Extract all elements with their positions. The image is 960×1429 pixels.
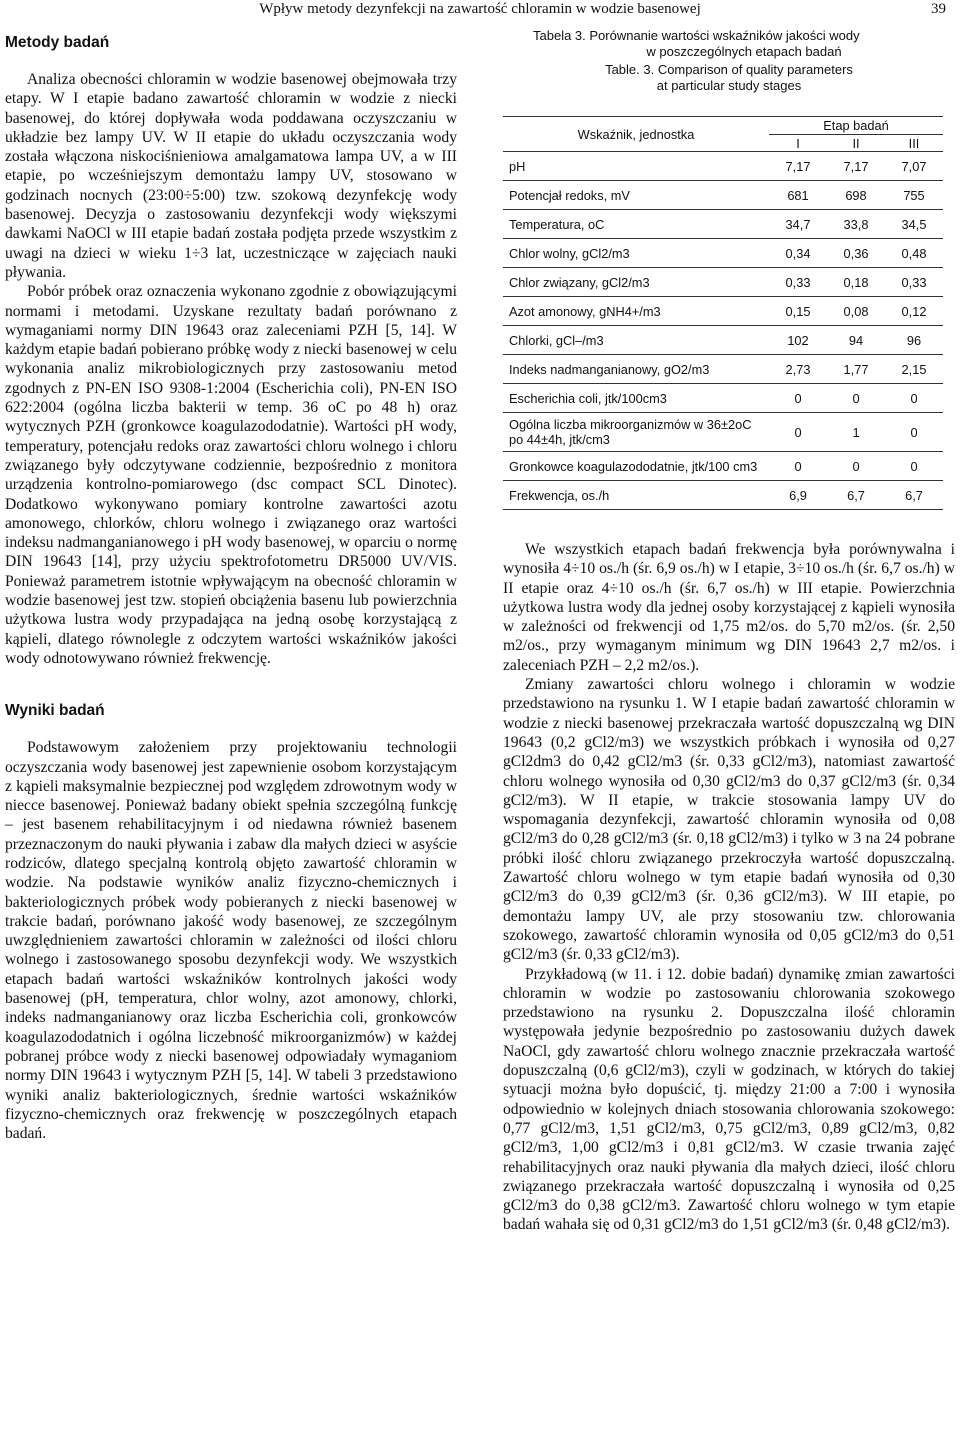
table-row — [503, 413, 943, 452]
cell-value: 0 — [827, 452, 885, 481]
paragraph: Zmiany zawartości chloru wolnego i chloramin w wodzie przedstawiono na rysunku 1. W I etapie badań zawartość chloramin w wodzie z niecki basenowej przekraczała wartość dopuszczalną wg DIN 19643 (0,2 gCl2/m3) we wszystkich próbkach i wynosiła od 0,27 gCl2dm3 do 0,42 gCl2/m3 (śr. 0,33 gCl2/m3), natomiast zawartość chloru wolnego wynosiła od 0,30 gCl2/m3 do 0,37 gCl2/m3 (śr. 0,34 gCl2/m3). W II etapie, w trakcie stosowania lampy UV do wspomagania dezynfekcji, zawartość chloramin wynosiła od 0,08 gCl2/m3 do 0,28 gCl2/m3 (śr. 0,18 gCl2/m3) i tylko w 3 na 24 pobrane próbki ilość chloru związanego przekroczyła wartość dopuszczalną. Zawartość chloru wolnego w tym etapie badań wynosiła od 0,30 gCl2/m3 do 0,39 gCl2/m3 (śr. 0,36 gCl2/m3). W III etapie, po demontażu lampy UV, ale przy stosowaniu tzw. chlorowania szokowego, zawartość chloramin wynosiła od 0,05 gCl2/m3 do 0,51 gCl2/m3 (śr. 0,33 gCl2/m3). — [503, 676, 955, 964]
cell-value: 755 — [885, 181, 943, 210]
table-caption-pl: Tabela 3. Porównanie wartości wskaźników jakości wody w poszczególnych etapach badań — [533, 28, 860, 59]
row-label: Chlorki, gCl–/m3 — [503, 326, 769, 355]
section-heading-methods: Metody badań — [5, 34, 110, 51]
cell-value: 6,7 — [885, 481, 943, 510]
stage-header: I — [769, 135, 827, 152]
cell-value: 0,33 — [885, 268, 943, 297]
paragraph: We wszystkich etapach badań frekwencja była porównywalna i wynosiła 4÷10 os./h (śr. 6,9 os./h) w I etapie, 3÷10 os./h (śr. 6,7 os./h) w II etapie oraz 4÷10 os./h (śr. 6,7 os./h) w III etapie. Powierzchnia użytkowa lustra wody dla jednej osoby korzystającej z kąpieli wynosiła w zależności od frekwencji od 1,75 m2/os. do 5,70 m2/os. (śr. 2,50 m2/os., przy wymaganym minimum wg DIN 19643 2,7 m2/os. i zaleceniach PZH – 2,2 m2/os.). — [503, 541, 955, 674]
cell-value: 94 — [827, 326, 885, 355]
cell-value: 0 — [769, 452, 827, 481]
table-row — [503, 326, 943, 355]
row-label: Temperatura, oC — [503, 210, 769, 239]
cell-value: 7,17 — [769, 152, 827, 181]
cell-value: 7,07 — [885, 152, 943, 181]
row-label: Frekwencja, os./h — [503, 481, 769, 510]
cell-value: 1,77 — [827, 355, 885, 384]
column-header-parameter: Wskaźnik, jednostka — [503, 117, 769, 152]
table-caption-en: Table. 3. Comparison of quality parameters at particular study stages — [605, 62, 853, 93]
cell-value: 2,15 — [885, 355, 943, 384]
cell-value: 2,73 — [769, 355, 827, 384]
data-table — [503, 116, 943, 510]
cell-value: 6,9 — [769, 481, 827, 510]
cell-value: 96 — [885, 326, 943, 355]
table-row — [503, 297, 943, 326]
cell-value: 102 — [769, 326, 827, 355]
right-text — [503, 540, 955, 1235]
table-row — [503, 239, 943, 268]
cell-value: 0 — [885, 384, 943, 413]
cell-value: 0 — [827, 384, 885, 413]
cell-value: 0 — [769, 413, 827, 452]
table-row — [503, 481, 943, 510]
cell-value: 0,15 — [769, 297, 827, 326]
cell-value: 0,18 — [827, 268, 885, 297]
row-label: Azot amonowy, gNH4+/m3 — [503, 297, 769, 326]
paragraph: Analiza obecności chloramin w wodzie basenowej obejmowała trzy etapy. W I etapie badano zawartość chloramin w wodzie z niecki basenowej, do której dopływała woda poddawana oczyszczaniu w układzie bez lampy UV. W II etapie do układu oczyszczania wody została włączona niskociśnieniowa amalgamatowa lampa UV, a w III etapie, po wcześniejszym demontażu lampy UV, stosowano w godzinach nocnych (23:00÷5:00) tzw. szokową dezynfekcję wody basenowej. Decyzja o zastosowaniu dezynfekcji wody większymi dawkami NaOCl w III etapie badań została podjęta przede wszystkim z uwagi na dzieci w wieku 1÷3 lat, uczestniczące w zajęciach nauki pływania. — [5, 71, 457, 281]
stage-header: II — [827, 135, 885, 152]
row-label: Potencjał redoks, mV — [503, 181, 769, 210]
column-header-stage: Etap badań — [769, 117, 943, 135]
row-label: Gronkowce koagulazododatnie, jtk/100 cm3 — [503, 452, 769, 481]
cell-value: 0,08 — [827, 297, 885, 326]
table-row — [503, 355, 943, 384]
page-header — [0, 0, 960, 18]
row-label: Chlor związany, gCl2/m3 — [503, 268, 769, 297]
row-label: Indeks nadmanganianowy, gO2/m3 — [503, 355, 769, 384]
table-row — [503, 181, 943, 210]
cell-value: 6,7 — [827, 481, 885, 510]
cell-value: 33,8 — [827, 210, 885, 239]
cell-value: 0 — [885, 413, 943, 452]
cell-value: 0,36 — [827, 239, 885, 268]
cell-value: 698 — [827, 181, 885, 210]
cell-value: 7,17 — [827, 152, 885, 181]
paragraph: Przykładową (w 11. i 12. dobie badań) dynamikę zmian zawartości chloramin w wodzie po zastosowaniu chlorowania szokowego przedstawiono na rysunku 2. Dopuszczalna ilość chloramin występowała jedynie bezpośrednio po zastosowaniu dużych dawek NaOCl, gdy zawartość chloru wolnego znacznie przekraczała wartość dopuszczalną (0,6 gCl2/m3), czyli w godzinach, w których do takiej sytuacji można było dopuścić, tj. między 21:00 a 7:00 i wynosiła odpowiednio w kolejnych dniach stosowania chlorowania szokowego: 0,77 gCl2/m3, 1,51 gCl2/m3, 0,75 gCl2/m3, 0,89 gCl2/m3, 0,82 gCl2/m3, 1,00 gCl2/m3 i 0,81 gCl2/m3. W czasie trwania zajęć rehabilitacyjnych oraz nauki pływania dla małych dzieci, ilość chloru związanego przekraczała wartość dopuszczalną i wynosiła od 0,25 gCl2/m3 do 0,38 gCl2/m3. Zawartość chloru wolnego w tym etapie badań wahała się od 0,31 gCl2/m3 do 1,51 gCl2/m3 (śr. 0,48 gCl2/m3). — [503, 965, 955, 1234]
table-row — [503, 210, 943, 239]
table-row — [503, 268, 943, 297]
stage-header: III — [885, 135, 943, 152]
cell-value: 0,34 — [769, 239, 827, 268]
cell-value: 34,5 — [885, 210, 943, 239]
cell-value: 0 — [769, 384, 827, 413]
cell-value: 34,7 — [769, 210, 827, 239]
table-row — [503, 152, 943, 181]
table-row — [503, 384, 943, 413]
left-column — [5, 28, 457, 1143]
row-label: Escherichia coli, jtk/100cm3 — [503, 384, 769, 413]
cell-value: 681 — [769, 181, 827, 210]
right-column — [503, 28, 955, 1235]
cell-value: 0,12 — [885, 297, 943, 326]
cell-value: 1 — [827, 413, 885, 452]
running-title: Wpływ metody dezynfekcji na zawartość chloramin w wodzie basenowej — [259, 1, 701, 17]
cell-value: 0,48 — [885, 239, 943, 268]
section-heading-results: Wyniki badań — [5, 702, 105, 720]
paragraph: Pobór próbek oraz oznaczenia wykonano zgodnie z obowiązującymi normami i metodami. Uzyskane rezultaty badań porównano z wymaganiami normy DIN 19643 oraz zaleceniami PZH [5, 14]. W każdym etapie badań pobierano próbkę wody z niecki basenowej w celu wykonania analiz mikrobiologicznych przy zastosowaniu metod zgodnych z PN-EN ISO 9308-1:2004 (Escherichia coli), PN-EN ISO 622:2004 (ogólna liczba bakterii w temp. 36 oC po 48 h) oraz wytycznych PZH (gronkowce koagulazododatnie). Wartości pH wody, temperatury, potencjału redoks oraz zawartości chloru wolnego i chloru związanego były odczytywane codziennie, bezpośrednio z monitora urządzenia kontrolno-pomiarowego (dsc compact SCL Dinotec). Dodatkowo wykonywano pomiary kontrolne zawartości azotu amonowego, chlorków, chloru wolnego i związanego oraz wartości indeksu nadmanganianowego i pH wody basenowej, w oparciu o normę DIN 19643 [14], przy użyciu spektrofotometru DR5000 UV/VIS. Ponieważ parametrem istotnie wpływającym na obecność chloramin w wodzie basenowej jest tzw. stopień obciążenia basenu lub powierzchnia użytkowa lustra wody przypadająca na jedną osobę korzystającą z kąpieli, dlatego równolegle z odczytem wartości wskaźników jakości wody odnotowywano również frekwencję. — [5, 283, 457, 667]
row-label: Ogólna liczba mikroorganizmów w 36±2oC po 44±4h, jtk/cm3 — [503, 413, 769, 452]
table-row — [503, 452, 943, 481]
cell-value: 0,33 — [769, 268, 827, 297]
row-label: Chlor wolny, gCl2/m3 — [503, 239, 769, 268]
page-number: 39 — [931, 1, 946, 17]
cell-value: 0 — [885, 452, 943, 481]
row-label: pH — [503, 152, 769, 181]
paragraph: Podstawowym założeniem przy projektowaniu technologii oczyszczania wody basenowej jest zapewnienie osobom korzystającym z kąpieli maksymalnie bezpiecznej pod względem zdrowotnym wody w niecce basenowej. Ponieważ badany obiekt spełnia szczególną funkcję – jest basenem rehabilitacyjnym i od niedawna również basenem przeznaczonym do nauki pływania i zabaw dla małych dzieci w asyście rodziców, dlatego specjalną kontrolą objęto zawartość chloramin w wodzie. Na podstawie wyników analiz fizyczno-chemicznych i bakteriologicznych próbek wody pobieranych z niecki basenowej w trakcie badań, porównano jakość wody basenowej, ze szczególnym uwzględnieniem zawartości chloramin w zależności od ilości chloru wolnego i zastosowanego sposobu dezynfekcji wody. We wszystkich etapach badań wartości wskaźników kontrolnych jakości wody basenowej (pH, temperatura, chlor wolny, azot amonowy, chlorki, indeks nadmanganianowy oraz liczba Escherichia coli, gronkowców koagulazododatnich i ogólna liczebność mikroorganizmów) w każdej pobranej próbce wody z niecki basenowej odpowiadały wymaganiom normy DIN 19643 i wytycznym PZH [5, 14]. W tabeli 3 przedstawiono wyniki analiz bakteriologicznych, średnie wartości wskaźników fizyczno-chemicznych oraz frekwencję w poszczególnych etapach badań. — [5, 739, 457, 1143]
